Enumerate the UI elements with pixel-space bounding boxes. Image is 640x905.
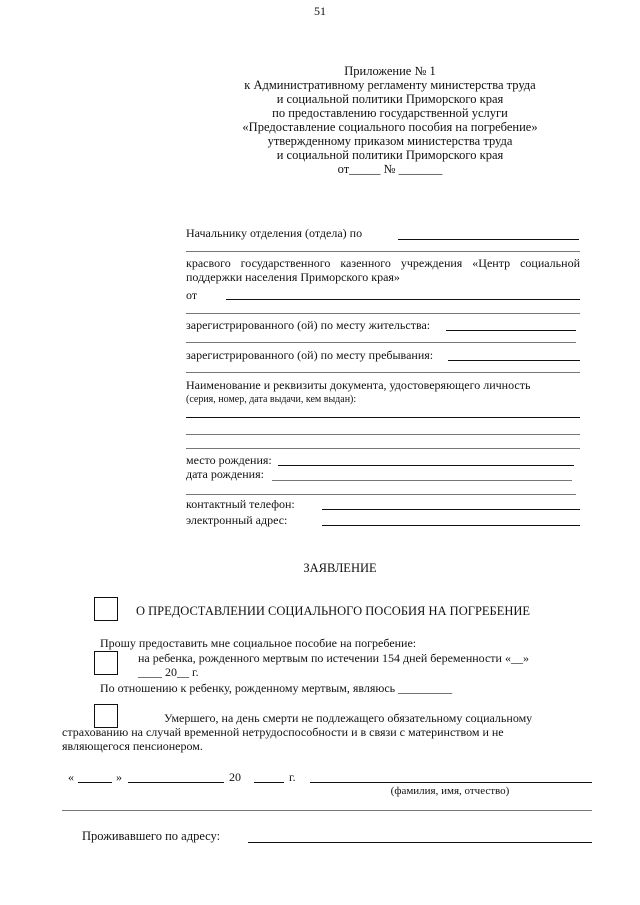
date-day-field[interactable] [78, 782, 112, 783]
birth-place-label: место рождения: [186, 453, 272, 467]
email-field[interactable] [322, 525, 580, 526]
head-label: Начальнику отделения (отдела) по [186, 226, 363, 240]
registered-residence-field-2[interactable] [186, 342, 576, 343]
option-deceased-line1: Умершего, на день смерти не подлежащего обязательному социальному [164, 711, 533, 725]
address-label: Проживавшего по адресу: [82, 829, 221, 843]
phone-label: контактный телефон: [186, 497, 295, 511]
page-number: 51 [314, 4, 326, 18]
appendix-header [200, 64, 580, 176]
from-field[interactable] [226, 299, 580, 300]
fio-field[interactable] [310, 782, 592, 783]
subject-checkbox[interactable] [94, 597, 118, 621]
phone-field[interactable] [322, 509, 580, 510]
date-year-suffix: г. [289, 770, 296, 784]
request-text: Прошу предоставить мне социальное пособие на погребение: [100, 636, 417, 650]
appendix-line: от_____ № _______ [337, 162, 443, 176]
statement-subject: О ПРЕДОСТАВЛЕНИИ СОЦИАЛЬНОГО ПОСОБИЯ НА ПОГРЕБЕНИЕ [136, 604, 531, 618]
relation-text: По отношению к ребенку, рожденному мертвым, являюсь _________ [100, 681, 453, 695]
date-open-quote: « [68, 770, 74, 784]
from-label: от [186, 288, 198, 302]
date-close-quote: » [116, 770, 122, 784]
appendix-line: и социальной политики Приморского края [276, 92, 504, 106]
appendix-line: Приложение № 1 [344, 64, 436, 78]
separator-line [62, 810, 592, 811]
option-deceased-line3: являющегося пенсионером. [62, 739, 203, 753]
birth-date-label: дата рождения: [186, 467, 264, 481]
date-year-prefix: 20 [229, 770, 241, 784]
appendix-line: утвержденному приказом министерства труда [267, 134, 513, 148]
birth-date-field-2[interactable] [186, 494, 576, 495]
registered-residence-field[interactable] [446, 330, 576, 331]
id-doc-field-3[interactable] [186, 448, 580, 449]
registered-stay-field-2[interactable] [186, 372, 580, 373]
email-label: электронный адрес: [186, 513, 288, 527]
appendix-line: к Административному регламенту министерства труда [244, 78, 536, 92]
appendix-line: по предоставлению государственной услуги [272, 106, 508, 120]
head-field[interactable] [398, 239, 579, 240]
institution-text: красвого государственного казенного учреждения «Центр социальной поддержки населения Приморского края» [186, 256, 580, 284]
date-month-field[interactable] [128, 782, 224, 783]
id-doc-field-2[interactable] [186, 434, 580, 435]
from-field-2[interactable] [186, 313, 580, 314]
head-field-2[interactable] [186, 251, 580, 252]
date-year-field[interactable] [254, 782, 284, 783]
fio-hint: (фамилия, имя, отчество) [390, 785, 510, 797]
address-field[interactable] [248, 842, 592, 843]
appendix-line: «Предоставление социального пособия на погребение» [242, 120, 538, 134]
appendix-line: и социальной политики Приморского края [276, 148, 504, 162]
option-stillborn-checkbox[interactable] [94, 651, 118, 675]
id-doc-hint: (серия, номер, дата выдачи, кем выдан): [186, 394, 357, 405]
birth-date-field[interactable] [272, 480, 572, 481]
option-deceased-line2: страхованию на случай временной нетрудоспособности и в связи с материнством и не [62, 725, 504, 739]
option-stillborn-text: на ребенка, рожденного мертвым по истечении 154 дней беременности «__» [138, 651, 529, 665]
registered-residence-label: зарегистрированного (ой) по месту жительства: [186, 318, 431, 332]
option-stillborn-date: ____ 20__ г. [138, 665, 199, 679]
birth-place-field[interactable] [278, 465, 574, 466]
id-doc-label: Наименование и реквизиты документа, удостоверяющего личность [186, 378, 531, 392]
id-doc-field-1[interactable] [186, 417, 580, 418]
registered-stay-label: зарегистрированного (ой) по месту пребывания: [186, 348, 434, 362]
registered-stay-field[interactable] [448, 360, 580, 361]
statement-title: ЗАЯВЛЕНИЕ [303, 561, 377, 575]
